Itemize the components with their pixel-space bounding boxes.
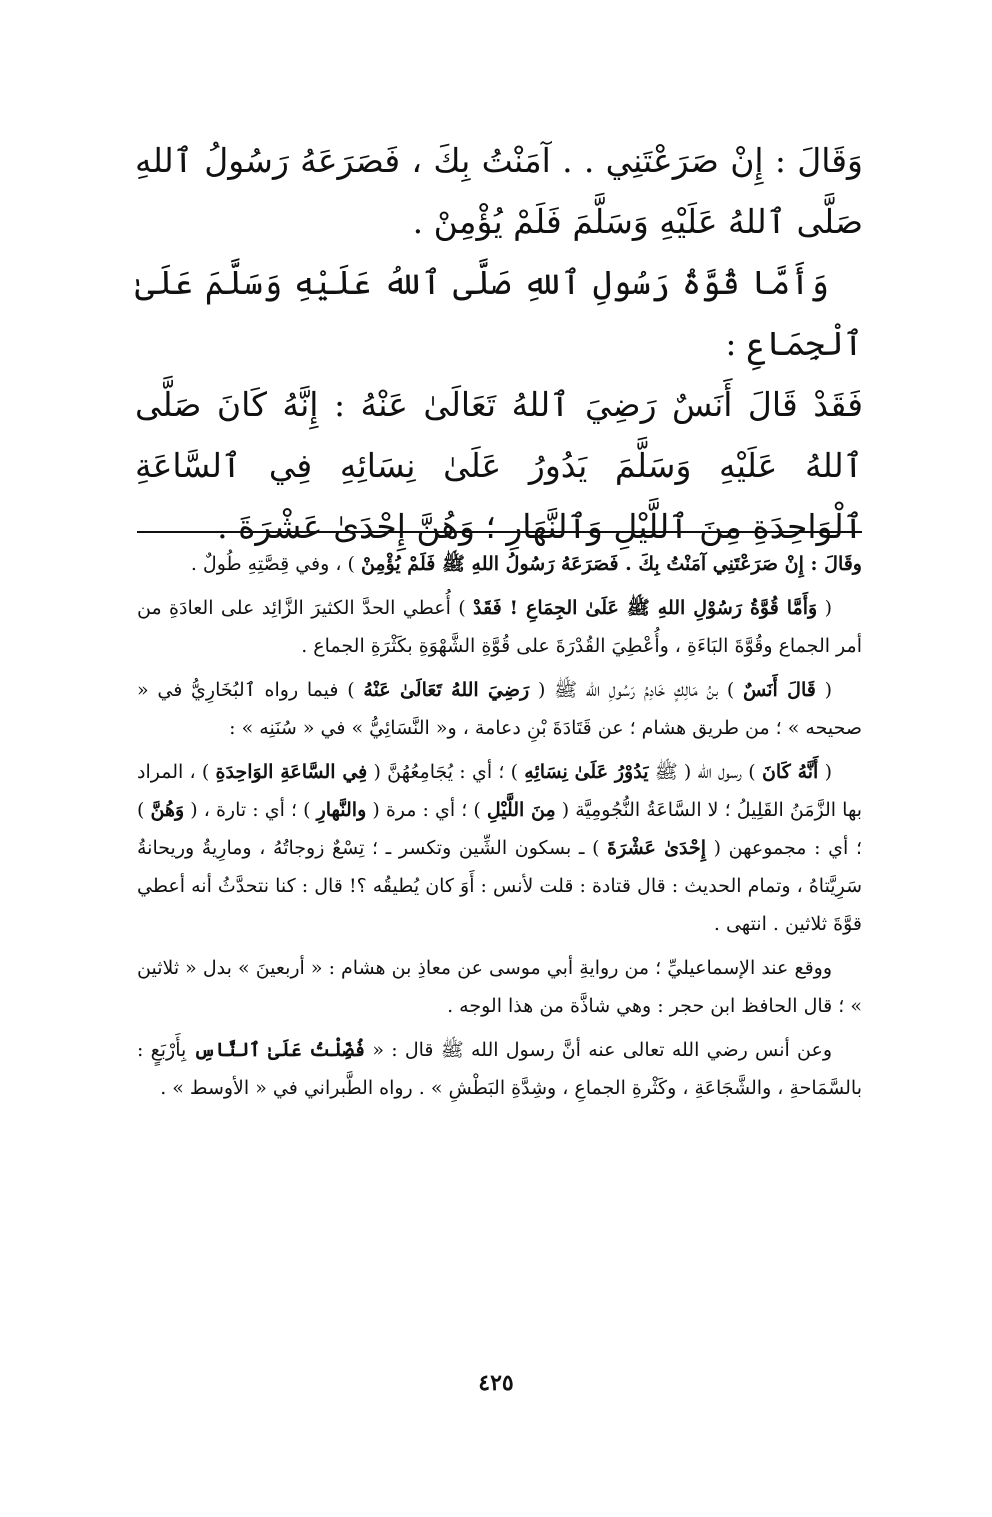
commentary-note-4 bbox=[137, 753, 862, 943]
commentary-note-5 bbox=[137, 949, 862, 1025]
quoted-matn-text: والنَّهارِ bbox=[316, 799, 367, 821]
commentary-text: ووقع عند الإسماعيليِّ ؛ من روايةِ أبي موسى عن معاذِ بن هشام : « أربعينَ » بدل « ثلاثين » ؛ قال الحافظ ابن حجر : وهي شاذَّة من هذا الوجه . bbox=[137, 957, 862, 1017]
commentary-text: ) ؛ أي : مرة ( bbox=[366, 799, 487, 821]
quoted-matn-text: وَهُنَّ bbox=[150, 799, 185, 821]
commentary-note-6 bbox=[137, 1031, 862, 1107]
commentary-text: ) ؛ أي : مجموعهن ( bbox=[137, 799, 862, 859]
footnote-separator bbox=[137, 531, 862, 533]
commentary-note-1 bbox=[137, 545, 862, 583]
page-number: ٤٢٥ bbox=[478, 1370, 514, 1396]
main-paragraph-2: وَأَمَّا قُوَّةُ رَسُولِ ٱللهِ صَلَّى ٱللهُ عَلَيْهِ وَسَلَّمَ عَلَىٰ ٱلْجِمَاعِ : bbox=[135, 263, 863, 363]
commentary-text: ) ، المراد بها الزَّمَنُ القَلِيلُ ؛ لا السَّاعَةُ النُّجُومِيَّة ( bbox=[137, 761, 862, 821]
commentary-text: ( bbox=[817, 597, 832, 619]
quoted-matn-text: إِحْدَىٰ عَشْرَةَ bbox=[607, 837, 706, 859]
quoted-matn-text: يَدُوْرُ عَلَىٰ نِسَائِهِ bbox=[524, 761, 649, 783]
commentary-text: ( bbox=[818, 761, 832, 783]
commentary-notes bbox=[137, 545, 862, 1113]
commentary-text: ) ـ بسكون الشِّين وتكسر ـ ؛ تِسْعٌ زوجاتُهُ ، ومارِيةُ وريحانةُ سَرِيَّتاهُ ، وتمام الحديث : قال قتادة : قلت لأنس : أَوَ كان يُطيقُه ؟! قال : كنا نتحدَّثُ أنه أعطي قوَّةَ ثلاثين . انتهى . bbox=[137, 837, 862, 935]
commentary-note-3 bbox=[137, 671, 862, 747]
main-text bbox=[135, 130, 863, 557]
commentary-text: ) أُعطي الحدَّ الكثيرَ الزَّائِد على العادَةِ من أمر الجماع وقُوَّةَ البَاءَةِ ، وأُعْطِيَ القُدْرَةَ على قُوَّةِ الشَّهْوَةِ بكَثْرَةِ الجماع . bbox=[137, 597, 862, 657]
quoted-matn-text: وَأَمَّا قُوَّةُ رَسُوْلِ اللهِ ﷺ عَلَىٰ الجِمَاعِ ! فَقَدْ bbox=[473, 597, 818, 619]
main-paragraph-3: فَقَدْ قَالَ أَنَسٌ رَضِيَ ٱللهُ تَعَالَىٰ عَنْهُ : إِنَّهُ كَانَ صَلَّى ٱللهُ عَلَيْهِ وَسَلَّمَ يَدُورُ عَلَىٰ نِسَائِهِ فِي ٱلسَّاعَةِ ٱلْوَاحِدَةِ مِنَ ٱللَّيْلِ وَٱلنَّهَارِ ؛ وَهُنَّ إِحْدَىٰ عَشْرَةَ . bbox=[135, 385, 863, 546]
commentary-note-2 bbox=[137, 589, 862, 665]
quoted-matn-text: قَالَ أَنَسٌ bbox=[743, 679, 816, 701]
quoted-matn-text: وقَالَ : إِنْ صَرَعْتَنِي آمَنْتُ بِكَ . فَصَرَعَهُ رَسُولُ اللهِ ﷺ فَلَمْ يُؤْمِنْ bbox=[360, 553, 862, 575]
commentary-text: ) رسول الله ( ﷺ bbox=[648, 761, 762, 783]
commentary-text: ( bbox=[815, 679, 832, 701]
commentary-text: وعن أنس رضي الله تعالى عنه أنَّ رسول الله ﷺ قال : « bbox=[365, 1039, 833, 1061]
commentary-text: ) ، وفي قِصَّتِهِ طُولٌ . bbox=[190, 553, 361, 575]
commentary-text: ) بنُ مَالِكٍ خَادِمُ رَسُولِ الله ﷺ ( bbox=[529, 679, 744, 701]
commentary-text: بِأَرْبَعٍ : بالسَّمَاحةِ ، والشَّجَاعَةِ ، وكَثْرةِ الجماعِ ، وشِدَّةِ البَطْشِ » . رواه الطَّبراني في « الأوسط » . bbox=[137, 1039, 862, 1099]
quoted-matn-text: فِي السَّاعَةِ الوَاحِدَةِ bbox=[215, 761, 368, 783]
commentary-text: ) فيما رواه ٱلبُخَارِيُّ في « صحيحه » ؛ من طريق هشام ؛ عن قَتَادَةَ بْنِ دعامة ، و« النَّسَائِيُّ » في « سُنَنِه » : bbox=[137, 679, 862, 739]
quoted-matn-text: مِنَ اللَّيْلِ bbox=[486, 799, 556, 821]
main-paragraph-1: وَقَالَ : إِنْ صَرَعْتَنِي . . آمَنْتُ بِكَ ، فَصَرَعَهُ رَسُولُ ٱللهِ صَلَّى ٱللهُ عَلَيْهِ وَسَلَّمَ فَلَمْ يُؤْمِنْ . bbox=[135, 141, 863, 241]
quoted-matn-text: رَضِيَ اللهُ تَعَالَىٰ عَنْهُ bbox=[363, 679, 530, 701]
commentary-text: ) ؛ أي : يُجَامِعُهُنَّ ( bbox=[367, 761, 525, 783]
quoted-matn-text: فُضِّلْتُ عَلَىٰ ٱلنَّاسِ bbox=[193, 1039, 366, 1061]
commentary-text: ) ؛ أي : تارة ، ( bbox=[184, 799, 317, 821]
quoted-matn-text: أَنَّهُ كَانَ bbox=[761, 761, 819, 783]
